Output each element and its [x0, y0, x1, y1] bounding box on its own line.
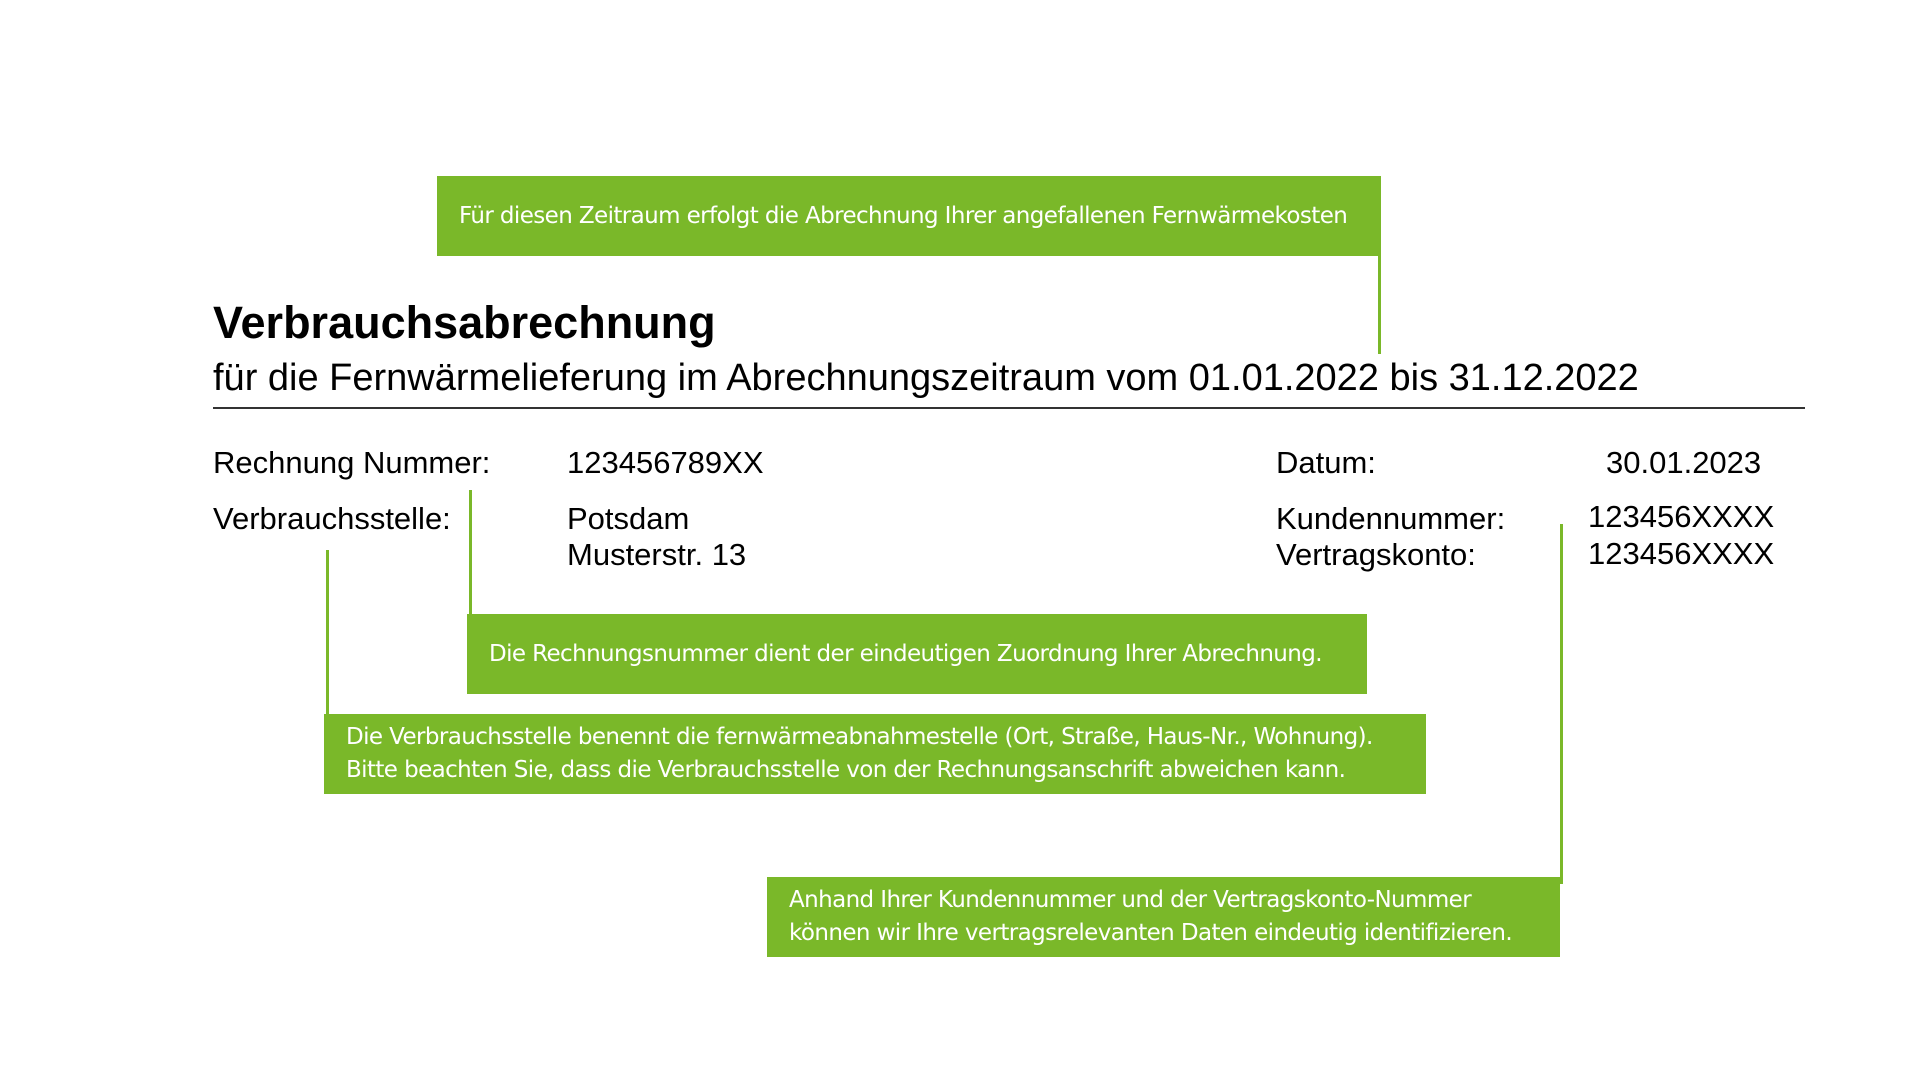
- callout-consumption-point-line2: Bitte beachten Sie, dass die Verbrauchsstelle von der Rechnungsanschrift abweichen kann.: [346, 757, 1346, 783]
- invoice-number-connector-line: [469, 490, 472, 620]
- callout-period-text: Für diesen Zeitraum erfolgt die Abrechnung Ihrer angefallenen Fernwärmekosten: [459, 202, 1348, 229]
- callout-customer-number: [767, 877, 1560, 957]
- callout-consumption-point-line1: Die Verbrauchsstelle benennt die fernwärmeabnahmestelle (Ort, Straße, Haus-Nr., Wohnung).: [346, 724, 1373, 750]
- invoice-number-value: 123456789XX: [567, 445, 764, 480]
- callout-period: [437, 176, 1380, 256]
- contract-account-label: Vertragskonto:: [1276, 537, 1476, 572]
- invoice-number-label: Rechnung Nummer:: [213, 445, 491, 480]
- callout-invoice-number: [467, 614, 1367, 694]
- customer-number-label: Kundennummer:: [1276, 501, 1506, 536]
- contract-account-value: 123456XXXX: [1588, 536, 1775, 571]
- document-subtitle: für die Fernwärmelieferung im Abrechnungszeitraum vom 01.01.2022 bis 31.12.2022: [213, 357, 1639, 399]
- customer-number-connector-line: [1560, 524, 1563, 884]
- document-title: Verbrauchsabrechnung: [213, 297, 716, 348]
- callout-customer-number-line1: Anhand Ihrer Kundennummer und der Vertragskonto-Nummer: [789, 887, 1472, 913]
- callout-consumption-point: [324, 714, 1426, 794]
- callout-customer-number-line2: können wir Ihre vertragsrelevanten Daten eindeutig identifizieren.: [789, 920, 1513, 946]
- consumption-point-street: Musterstr. 13: [567, 537, 747, 572]
- consumption-point-connector-line: [326, 550, 329, 722]
- date-label: Datum:: [1276, 445, 1376, 480]
- customer-number-value: 123456XXXX: [1588, 499, 1775, 534]
- consumption-point-label: Verbrauchsstelle:: [213, 501, 451, 536]
- callout-invoice-number-text: Die Rechnungsnummer dient der eindeutigen Zuordnung Ihrer Abrechnung.: [489, 640, 1322, 667]
- date-value: 30.01.2023: [1606, 445, 1762, 480]
- header-divider: [213, 407, 1805, 409]
- consumption-point-city: Potsdam: [567, 501, 690, 536]
